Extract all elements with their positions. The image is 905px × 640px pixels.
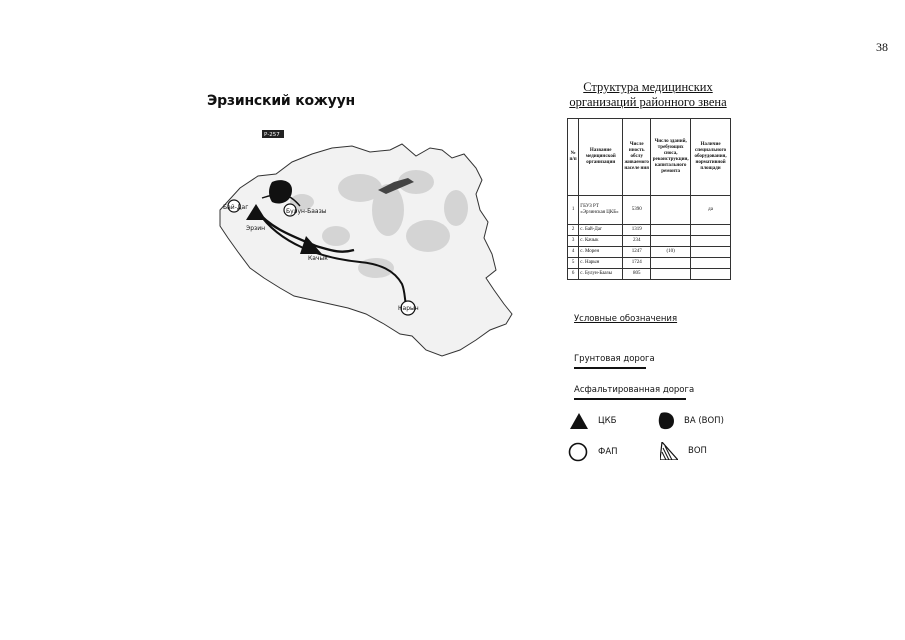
cell-num: 2: [568, 225, 579, 236]
cell-population: 1724: [623, 258, 651, 269]
legend-dirt-road-line: [574, 367, 646, 369]
legend-va-vop: [658, 412, 724, 430]
legend-ckb: [570, 413, 616, 429]
cell-buildings: [651, 236, 691, 247]
cell-name: с. Нарын: [579, 258, 623, 269]
legend-fap: [568, 442, 618, 462]
cell-equipment: [691, 258, 731, 269]
table-row: [568, 269, 731, 280]
cell-population: 1247: [623, 247, 651, 258]
cell-equipment: да: [691, 196, 731, 225]
cell-buildings: (10): [651, 247, 691, 258]
page-number: 38: [876, 40, 888, 54]
cell-buildings: [651, 225, 691, 236]
table-row: [568, 236, 731, 247]
header-population: Числе нность обслу живаемого населе ния: [623, 119, 651, 196]
cell-equipment: [691, 247, 731, 258]
cell-name: с. Качык: [579, 236, 623, 247]
legend-va-vop-label: ВА (ВОП): [684, 416, 724, 426]
triangle-icon: [570, 413, 588, 429]
cell-name: с. Булун-Баазы: [579, 269, 623, 280]
legend-asphalt-road-line: [574, 398, 686, 400]
cell-num: 3: [568, 236, 579, 247]
legend-vop: [660, 442, 707, 460]
table-row: [568, 225, 731, 236]
district-map: [180, 118, 540, 380]
header-name: Название медицинской организации: [579, 119, 623, 196]
legend-title: Условные обозначения: [574, 314, 678, 324]
cell-name: с. Морен: [579, 247, 623, 258]
label-naryn: Нарын: [398, 305, 419, 312]
cell-population: 805: [623, 269, 651, 280]
circle-icon: [568, 442, 588, 462]
hatched-triangle-icon: [660, 442, 678, 460]
label-bulun-bazy: Булун-Баазы: [286, 208, 327, 215]
cell-equipment: [691, 225, 731, 236]
legend-fap-label: ФАП: [598, 447, 618, 457]
structure-title: [556, 80, 740, 110]
table-row: [568, 258, 731, 269]
organizations-table: [567, 118, 731, 280]
legend-asphalt-road-label: Асфальтированная дорога: [574, 385, 695, 395]
filled-blob-icon: [658, 412, 674, 430]
cell-num: 4: [568, 247, 579, 258]
legend-vop-label: ВОП: [688, 446, 707, 456]
cell-buildings: [651, 258, 691, 269]
structure-title-line2: организаций районного звена: [569, 95, 727, 109]
label-bai-dag: Бай-Даг: [223, 204, 249, 211]
map-title: Эрзинский кожуун: [207, 93, 355, 109]
header-buildings: Число зданий, требующих сноса, реконструкции, капитального ремонта: [651, 119, 691, 196]
legend-dirt-road-label: Грунтовая дорога: [574, 354, 655, 364]
cell-name: ГБУЗ РТ «Эрзинская ЦКБ»: [579, 196, 623, 225]
cell-buildings: [651, 196, 691, 225]
table-row: [568, 247, 731, 258]
cell-population: 234: [623, 236, 651, 247]
legend-ckb-label: ЦКБ: [598, 416, 617, 426]
cell-population: 5390: [623, 196, 651, 225]
cell-num: 6: [568, 269, 579, 280]
label-erzin: Эрзин: [246, 225, 266, 232]
cell-num: 5: [568, 258, 579, 269]
header-equipment: Наличие специального оборудования, нормативной площади: [691, 119, 731, 196]
table-header-row: [568, 119, 731, 196]
header-num: № п/п: [568, 119, 579, 196]
cell-equipment: [691, 236, 731, 247]
cell-name: с. Бай-Даг: [579, 225, 623, 236]
label-kachyk: Качык: [308, 255, 328, 262]
legend-dirt-road: [574, 354, 655, 369]
legend-asphalt-road: [574, 385, 694, 400]
cell-buildings: [651, 269, 691, 280]
cell-num: 1: [568, 196, 579, 225]
structure-title-line1: Структура медицинских: [583, 80, 713, 94]
cell-population: 1319: [623, 225, 651, 236]
cell-equipment: [691, 269, 731, 280]
road-code: Р-257: [264, 132, 280, 138]
district-map-svg: [180, 118, 540, 380]
table-row: [568, 196, 731, 225]
